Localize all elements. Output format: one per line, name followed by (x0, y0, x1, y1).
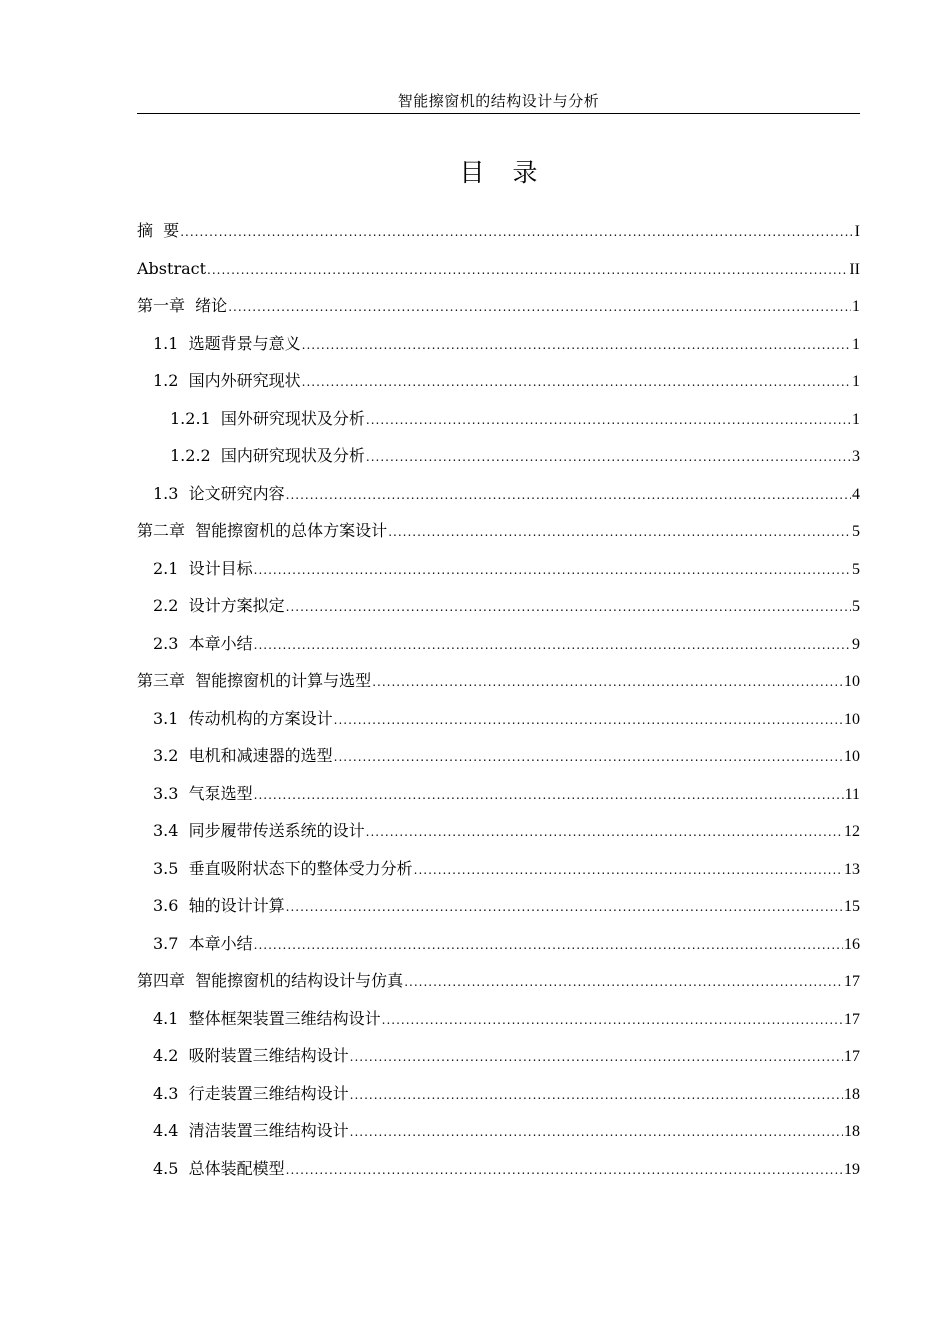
toc-dot-leader (366, 402, 851, 440)
toc-entry[interactable] (137, 212, 860, 250)
toc-dot-leader (350, 1114, 843, 1152)
toc-dot-leader (414, 852, 843, 890)
toc-entry-page-number: 9 (852, 635, 860, 653)
toc-entry-label: 4.1 整体框架装置三维结构设计 (153, 1008, 381, 1028)
toc-entry-page-number: 13 (844, 860, 860, 878)
toc-entry-label: 3.7 本章小结 (153, 933, 253, 953)
toc-entry[interactable] (137, 1112, 860, 1150)
toc-entry[interactable] (137, 1150, 860, 1188)
toc-dot-leader (350, 1039, 843, 1077)
toc-title: 目 录 (459, 158, 548, 187)
toc-entry[interactable] (137, 737, 860, 775)
toc-entry[interactable] (137, 662, 860, 700)
toc-entry[interactable] (137, 700, 860, 738)
toc-dot-leader (302, 364, 851, 402)
toc-entry-page-number: 17 (844, 1048, 860, 1065)
toc-entry-page-number: 17 (844, 973, 860, 990)
toc-entry-page-number: 10 (844, 673, 860, 690)
toc-entry[interactable] (137, 1075, 860, 1113)
toc-entry-label: 4.5 总体装配模型 (153, 1158, 285, 1178)
toc-entry-label: 第二章 智能擦窗机的总体方案设计 (137, 521, 388, 540)
toc-entry-page-number: 1 (852, 410, 860, 428)
toc-dot-leader (334, 739, 843, 777)
toc-entry[interactable] (137, 512, 860, 550)
toc-entry-label: 2.2 设计方案拟定 (153, 596, 285, 615)
header-divider (137, 113, 860, 114)
toc-entry-label: 3.6 轴的设计计算 (153, 896, 285, 915)
toc-entry[interactable] (137, 325, 860, 363)
toc-entry[interactable] (137, 850, 860, 888)
toc-entry-page-number: 1 (852, 298, 860, 315)
toc-entry-label: 4.3 行走装置三维结构设计 (153, 1083, 349, 1103)
toc-entry[interactable] (137, 775, 860, 813)
toc-entry-page-number: II (849, 260, 860, 278)
toc-entry-label: 2.1 设计目标 (153, 558, 253, 578)
toc-dot-leader (388, 514, 851, 552)
toc-entry[interactable] (137, 1000, 860, 1038)
toc-entry[interactable] (137, 887, 860, 925)
toc-entry[interactable] (137, 625, 860, 663)
toc-dot-leader (180, 214, 853, 252)
toc-entry-page-number: 5 (852, 598, 860, 615)
toc-dot-leader (286, 589, 851, 627)
toc-entry-label: 3.1 传动机构的方案设计 (153, 708, 333, 728)
toc-entry[interactable] (137, 925, 860, 963)
toc-entry-label: 第三章 智能擦窗机的计算与选型 (137, 671, 372, 690)
toc-entry-label: Abstract (137, 258, 207, 278)
toc-dot-leader (286, 477, 851, 515)
toc-entry-page-number: 4 (852, 485, 860, 503)
toc-dot-leader (254, 552, 851, 590)
toc-dot-leader (254, 927, 843, 965)
toc-entry-page-number: 12 (844, 823, 860, 840)
toc-entry-page-number: 3 (852, 448, 860, 465)
toc-entry-label: 1.3 论文研究内容 (153, 483, 285, 503)
toc-entry[interactable] (137, 287, 860, 325)
toc-dot-leader (382, 1002, 843, 1040)
toc-dot-leader (286, 889, 843, 927)
toc-dot-leader (334, 702, 843, 740)
toc-entry-page-number: 11 (844, 785, 860, 803)
toc-dot-leader (254, 627, 851, 665)
toc-entry[interactable] (137, 550, 860, 588)
toc-dot-leader (366, 814, 843, 852)
toc-entry-page-number: 5 (852, 523, 860, 540)
toc-entry[interactable] (137, 362, 860, 400)
toc-entry[interactable] (137, 437, 860, 475)
toc-entry-label: 第四章 智能擦窗机的结构设计与仿真 (137, 971, 404, 990)
toc-entry-label: 1.1 选题背景与意义 (153, 333, 301, 353)
toc-entry-page-number: 19 (844, 1160, 860, 1178)
toc-dot-leader (404, 964, 843, 1002)
toc-entry-page-number: 10 (844, 710, 860, 728)
toc-entry-page-number: 16 (844, 935, 860, 953)
toc-entry-page-number: 15 (844, 898, 860, 915)
toc-entry-label: 3.4 同步履带传送系统的设计 (153, 821, 365, 840)
toc-dot-leader (228, 289, 851, 327)
toc-entry-label: 1.2 国内外研究现状 (153, 371, 301, 390)
toc-dot-leader (366, 439, 851, 477)
toc-entry-page-number: 5 (852, 560, 860, 578)
toc-entry[interactable] (137, 587, 860, 625)
toc-dot-leader (207, 252, 848, 290)
toc-entry[interactable] (137, 475, 860, 513)
toc-entry[interactable] (137, 250, 860, 288)
toc-entry-label: 3.5 垂直吸附状态下的整体受力分析 (153, 858, 413, 878)
toc-entry-page-number: I (854, 223, 860, 240)
toc-entry-page-number: 17 (844, 1010, 860, 1028)
toc-dot-leader (372, 664, 843, 702)
toc-entry-page-number: 10 (844, 748, 860, 765)
toc-entry-page-number: 1 (852, 335, 860, 353)
toc-entry-label: 2.3 本章小结 (153, 633, 253, 653)
toc-list (137, 212, 860, 1187)
toc-dot-leader (350, 1077, 843, 1115)
toc-entry[interactable] (137, 812, 860, 850)
toc-entry-label: 4.2 吸附装置三维结构设计 (153, 1046, 349, 1065)
toc-entry-label: 3.2 电机和减速器的选型 (153, 746, 333, 765)
toc-entry-label: 1.2.1 国外研究现状及分析 (170, 408, 365, 428)
toc-entry-label: 摘 要 (137, 221, 180, 240)
toc-entry[interactable] (137, 962, 860, 1000)
toc-entry-page-number: 1 (852, 373, 860, 390)
toc-entry-page-number: 18 (844, 1085, 860, 1103)
toc-entry-label: 4.4 清洁装置三维结构设计 (153, 1121, 349, 1140)
toc-dot-leader (302, 327, 851, 365)
toc-entry[interactable] (137, 1037, 860, 1075)
toc-dot-leader (254, 777, 844, 815)
toc-entry-label: 第一章 绪论 (137, 296, 228, 315)
toc-dot-leader (286, 1152, 843, 1190)
toc-entry-page-number: 18 (844, 1123, 860, 1140)
toc-entry-label: 1.2.2 国内研究现状及分析 (170, 446, 365, 465)
toc-entry-label: 3.3 气泵选型 (153, 783, 253, 803)
running-header: 智能擦窗机的结构设计与分析 (397, 92, 600, 110)
toc-entry[interactable] (137, 400, 860, 438)
